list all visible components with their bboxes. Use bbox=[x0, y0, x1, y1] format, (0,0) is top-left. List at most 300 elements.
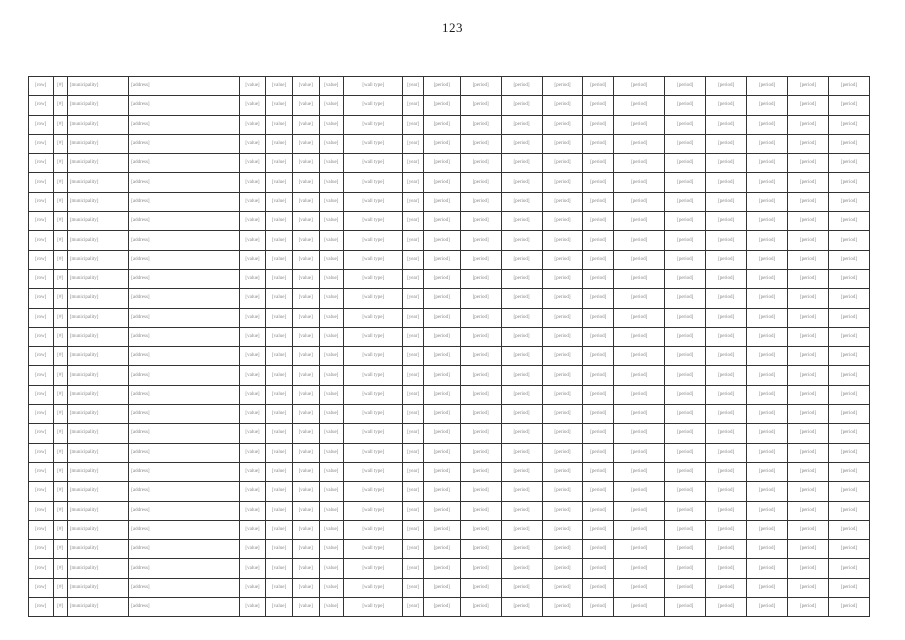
table-cell: [row] bbox=[29, 154, 54, 173]
table-cell: [municipality] bbox=[67, 405, 128, 424]
table-cell: [period] bbox=[828, 501, 869, 520]
table-cell: [period] bbox=[788, 424, 829, 443]
table-cell: [period] bbox=[501, 250, 542, 269]
table-cell: [period] bbox=[423, 115, 460, 134]
table-cell: [value] bbox=[292, 405, 319, 424]
table-cell: [period] bbox=[828, 96, 869, 115]
table-cell: [period] bbox=[460, 250, 501, 269]
table-cell: [period] bbox=[423, 134, 460, 153]
table-cell: [period] bbox=[665, 405, 706, 424]
table-cell: [period] bbox=[665, 154, 706, 173]
table-cell: [period] bbox=[460, 482, 501, 501]
table-cell: [municipality] bbox=[67, 501, 128, 520]
table-cell: [period] bbox=[542, 192, 583, 211]
table-cell: [period] bbox=[614, 250, 665, 269]
table-cell: [value] bbox=[266, 482, 293, 501]
table-cell: [period] bbox=[423, 462, 460, 481]
table-cell: [period] bbox=[501, 308, 542, 327]
table-cell: [#] bbox=[53, 366, 67, 385]
table-row bbox=[29, 192, 870, 211]
table-cell: [municipality] bbox=[67, 443, 128, 462]
table-cell: [period] bbox=[542, 366, 583, 385]
table-cell: [period] bbox=[614, 212, 665, 231]
table-cell: [municipality] bbox=[67, 269, 128, 288]
table-cell: [year] bbox=[403, 192, 423, 211]
table-cell: [period] bbox=[828, 212, 869, 231]
table-cell: [period] bbox=[828, 443, 869, 462]
table-cell: [value] bbox=[239, 482, 266, 501]
table-cell: [row] bbox=[29, 482, 54, 501]
table-cell: [value] bbox=[239, 154, 266, 173]
table-cell: [address] bbox=[129, 308, 239, 327]
table-cell: [period] bbox=[665, 77, 706, 96]
table-cell: [period] bbox=[788, 578, 829, 597]
table-cell: [period] bbox=[665, 115, 706, 134]
table-cell: [value] bbox=[319, 327, 344, 346]
table-cell: [period] bbox=[747, 96, 788, 115]
table-cell: [period] bbox=[460, 385, 501, 404]
table-cell: [period] bbox=[423, 443, 460, 462]
table-cell: [value] bbox=[266, 96, 293, 115]
table-cell: [value] bbox=[239, 405, 266, 424]
table-cell: [row] bbox=[29, 231, 54, 250]
table-cell: [municipality] bbox=[67, 115, 128, 134]
table-cell: [#] bbox=[53, 598, 67, 617]
table-cell: [period] bbox=[665, 520, 706, 539]
table-cell: [value] bbox=[239, 347, 266, 366]
table-row bbox=[29, 212, 870, 231]
table-cell: [period] bbox=[583, 405, 614, 424]
table-cell: [period] bbox=[828, 520, 869, 539]
table-cell: [period] bbox=[747, 154, 788, 173]
table-cell: [address] bbox=[129, 405, 239, 424]
table-cell: [period] bbox=[423, 154, 460, 173]
table-cell: [wall type] bbox=[344, 327, 403, 346]
table-cell: [period] bbox=[583, 366, 614, 385]
table-cell: [address] bbox=[129, 540, 239, 559]
table-cell: [value] bbox=[266, 405, 293, 424]
table-cell: [period] bbox=[828, 192, 869, 211]
table-cell: [#] bbox=[53, 501, 67, 520]
table-cell: [wall type] bbox=[344, 424, 403, 443]
table-cell: [period] bbox=[614, 115, 665, 134]
table-cell: [row] bbox=[29, 269, 54, 288]
table-cell: [row] bbox=[29, 405, 54, 424]
table-cell: [period] bbox=[747, 385, 788, 404]
table-cell: [#] bbox=[53, 173, 67, 192]
table-cell: [municipality] bbox=[67, 134, 128, 153]
table-cell: [wall type] bbox=[344, 385, 403, 404]
table-cell: [year] bbox=[403, 308, 423, 327]
table-cell: [period] bbox=[665, 540, 706, 559]
table-cell: [period] bbox=[828, 269, 869, 288]
table-cell: [value] bbox=[266, 134, 293, 153]
table-row bbox=[29, 96, 870, 115]
table-cell: [period] bbox=[423, 559, 460, 578]
table-cell: [period] bbox=[706, 520, 747, 539]
table-cell: [period] bbox=[423, 501, 460, 520]
table-cell: [value] bbox=[319, 154, 344, 173]
table-cell: [row] bbox=[29, 308, 54, 327]
table-cell: [period] bbox=[460, 173, 501, 192]
table-cell: [period] bbox=[583, 443, 614, 462]
table-cell: [value] bbox=[319, 308, 344, 327]
table-cell: [value] bbox=[266, 443, 293, 462]
table-cell: [address] bbox=[129, 385, 239, 404]
table-cell: [period] bbox=[747, 250, 788, 269]
table-cell: [period] bbox=[788, 501, 829, 520]
table-cell: [#] bbox=[53, 115, 67, 134]
table-cell: [period] bbox=[614, 173, 665, 192]
table-cell: [value] bbox=[239, 520, 266, 539]
table-cell: [period] bbox=[460, 77, 501, 96]
table-cell: [value] bbox=[239, 327, 266, 346]
table-cell: [period] bbox=[706, 462, 747, 481]
table-cell: [value] bbox=[292, 520, 319, 539]
table-cell: [row] bbox=[29, 559, 54, 578]
table-cell: [value] bbox=[239, 289, 266, 308]
table-cell: [period] bbox=[542, 385, 583, 404]
table-cell: [address] bbox=[129, 482, 239, 501]
table-cell: [wall type] bbox=[344, 520, 403, 539]
table-cell: [value] bbox=[239, 134, 266, 153]
table-cell: [value] bbox=[292, 559, 319, 578]
table-cell: [period] bbox=[614, 559, 665, 578]
table-cell: [value] bbox=[266, 366, 293, 385]
table-cell: [period] bbox=[423, 327, 460, 346]
table-row bbox=[29, 578, 870, 597]
table-cell: [value] bbox=[319, 462, 344, 481]
table-cell: [period] bbox=[583, 482, 614, 501]
table-cell: [value] bbox=[292, 578, 319, 597]
table-cell: [address] bbox=[129, 115, 239, 134]
table-cell: [period] bbox=[665, 192, 706, 211]
table-cell: [period] bbox=[788, 96, 829, 115]
table-cell: [year] bbox=[403, 96, 423, 115]
table-cell: [period] bbox=[788, 231, 829, 250]
table-cell: [period] bbox=[747, 501, 788, 520]
table-cell: [year] bbox=[403, 289, 423, 308]
table-cell: [period] bbox=[501, 405, 542, 424]
table-cell: [municipality] bbox=[67, 212, 128, 231]
table-cell: [value] bbox=[266, 462, 293, 481]
table-cell: [period] bbox=[583, 598, 614, 617]
table-cell: [wall type] bbox=[344, 115, 403, 134]
table-cell: [municipality] bbox=[67, 482, 128, 501]
table-row bbox=[29, 559, 870, 578]
table-cell: [value] bbox=[239, 77, 266, 96]
table-cell: [wall type] bbox=[344, 347, 403, 366]
table-cell: [municipality] bbox=[67, 366, 128, 385]
table-cell: [address] bbox=[129, 366, 239, 385]
table-cell: [period] bbox=[423, 96, 460, 115]
table-cell: [period] bbox=[542, 443, 583, 462]
table-cell: [period] bbox=[788, 269, 829, 288]
table-cell: [period] bbox=[583, 115, 614, 134]
table-cell: [period] bbox=[583, 520, 614, 539]
table-cell: [value] bbox=[319, 115, 344, 134]
table-cell: [period] bbox=[423, 173, 460, 192]
table-cell: [period] bbox=[788, 173, 829, 192]
table-row bbox=[29, 250, 870, 269]
table-cell: [period] bbox=[747, 327, 788, 346]
table-cell: [period] bbox=[747, 77, 788, 96]
table-cell: [value] bbox=[266, 192, 293, 211]
table-cell: [period] bbox=[747, 482, 788, 501]
table-cell: [period] bbox=[542, 540, 583, 559]
table-cell: [value] bbox=[319, 366, 344, 385]
table-cell: [wall type] bbox=[344, 405, 403, 424]
table-cell: [period] bbox=[583, 462, 614, 481]
table-cell: [period] bbox=[583, 327, 614, 346]
table-cell: [value] bbox=[319, 501, 344, 520]
table-cell: [period] bbox=[614, 231, 665, 250]
table-cell: [#] bbox=[53, 347, 67, 366]
table-cell: [period] bbox=[501, 462, 542, 481]
table-cell: [address] bbox=[129, 578, 239, 597]
table-cell: [value] bbox=[266, 520, 293, 539]
table-cell: [address] bbox=[129, 424, 239, 443]
table-cell: [period] bbox=[423, 308, 460, 327]
table-cell: [period] bbox=[501, 289, 542, 308]
table-cell: [period] bbox=[614, 578, 665, 597]
table-cell: [municipality] bbox=[67, 540, 128, 559]
table-cell: [period] bbox=[583, 134, 614, 153]
table-cell: [value] bbox=[292, 540, 319, 559]
table-cell: [row] bbox=[29, 520, 54, 539]
table-cell: [value] bbox=[266, 578, 293, 597]
table-cell: [period] bbox=[583, 347, 614, 366]
table-cell: [period] bbox=[706, 327, 747, 346]
table-cell: [row] bbox=[29, 327, 54, 346]
table-cell: [address] bbox=[129, 154, 239, 173]
table-cell: [period] bbox=[542, 173, 583, 192]
table-cell: [value] bbox=[266, 115, 293, 134]
table-cell: [period] bbox=[788, 77, 829, 96]
table-cell: [value] bbox=[239, 443, 266, 462]
table-cell: [row] bbox=[29, 424, 54, 443]
table-cell: [wall type] bbox=[344, 77, 403, 96]
table-cell: [value] bbox=[292, 231, 319, 250]
table-cell: [period] bbox=[706, 154, 747, 173]
table-cell: [address] bbox=[129, 192, 239, 211]
table-cell: [period] bbox=[614, 269, 665, 288]
table-cell: [wall type] bbox=[344, 462, 403, 481]
table-cell: [municipality] bbox=[67, 289, 128, 308]
table-cell: [period] bbox=[501, 173, 542, 192]
table-cell: [period] bbox=[460, 212, 501, 231]
table-cell: [period] bbox=[583, 308, 614, 327]
table-row bbox=[29, 540, 870, 559]
table-cell: [period] bbox=[460, 462, 501, 481]
table-cell: [period] bbox=[583, 250, 614, 269]
table-cell: [address] bbox=[129, 598, 239, 617]
table-cell: [year] bbox=[403, 212, 423, 231]
table-cell: [period] bbox=[423, 540, 460, 559]
table-cell: [value] bbox=[266, 154, 293, 173]
table-cell: [address] bbox=[129, 250, 239, 269]
table-cell: [period] bbox=[665, 269, 706, 288]
table-cell: [row] bbox=[29, 134, 54, 153]
table-cell: [period] bbox=[614, 154, 665, 173]
table-cell: [#] bbox=[53, 269, 67, 288]
table-cell: [period] bbox=[614, 327, 665, 346]
table-cell: [period] bbox=[583, 173, 614, 192]
table-cell: [period] bbox=[788, 385, 829, 404]
table-cell: [municipality] bbox=[67, 327, 128, 346]
table-cell: [value] bbox=[266, 308, 293, 327]
table-cell: [period] bbox=[788, 482, 829, 501]
table-cell: [period] bbox=[706, 269, 747, 288]
table-cell: [value] bbox=[239, 308, 266, 327]
table-cell: [#] bbox=[53, 385, 67, 404]
table-cell: [year] bbox=[403, 134, 423, 153]
table-cell: [period] bbox=[583, 212, 614, 231]
table-cell: [wall type] bbox=[344, 134, 403, 153]
table-cell: [period] bbox=[747, 347, 788, 366]
table-cell: [period] bbox=[501, 269, 542, 288]
table-cell: [period] bbox=[788, 250, 829, 269]
table-cell: [year] bbox=[403, 327, 423, 346]
table-cell: [municipality] bbox=[67, 77, 128, 96]
table-cell: [period] bbox=[828, 578, 869, 597]
table-row bbox=[29, 598, 870, 617]
table-cell: [period] bbox=[747, 424, 788, 443]
table-cell: [value] bbox=[266, 540, 293, 559]
table-cell: [value] bbox=[292, 308, 319, 327]
table-cell: [period] bbox=[706, 115, 747, 134]
table-cell: [period] bbox=[706, 192, 747, 211]
table-cell: [period] bbox=[423, 192, 460, 211]
table-cell: [period] bbox=[828, 77, 869, 96]
table-cell: [period] bbox=[614, 443, 665, 462]
table-cell: [period] bbox=[423, 578, 460, 597]
table-cell: [period] bbox=[460, 347, 501, 366]
table-cell: [value] bbox=[239, 173, 266, 192]
table-cell: [value] bbox=[319, 77, 344, 96]
table-cell: [value] bbox=[319, 598, 344, 617]
table-cell: [period] bbox=[542, 482, 583, 501]
table-cell: [period] bbox=[747, 192, 788, 211]
table-cell: [period] bbox=[542, 327, 583, 346]
table-cell: [period] bbox=[706, 443, 747, 462]
table-cell: [period] bbox=[706, 598, 747, 617]
table-cell: [period] bbox=[828, 405, 869, 424]
table-cell: [period] bbox=[828, 385, 869, 404]
table-cell: [value] bbox=[239, 578, 266, 597]
table-cell: [period] bbox=[828, 424, 869, 443]
table-cell: [period] bbox=[542, 462, 583, 481]
table-cell: [period] bbox=[583, 96, 614, 115]
table-cell: [period] bbox=[423, 250, 460, 269]
table-cell: [#] bbox=[53, 134, 67, 153]
table-cell: [value] bbox=[319, 347, 344, 366]
table-cell: [period] bbox=[501, 559, 542, 578]
table-cell: [year] bbox=[403, 578, 423, 597]
table-row bbox=[29, 462, 870, 481]
table-cell: [municipality] bbox=[67, 96, 128, 115]
table-cell: [period] bbox=[614, 424, 665, 443]
table-row bbox=[29, 366, 870, 385]
table-cell: [period] bbox=[706, 482, 747, 501]
table-cell: [period] bbox=[747, 559, 788, 578]
table-cell: [#] bbox=[53, 443, 67, 462]
table-row bbox=[29, 327, 870, 346]
table-cell: [period] bbox=[460, 154, 501, 173]
table-cell: [value] bbox=[292, 289, 319, 308]
table-cell: [period] bbox=[788, 540, 829, 559]
table-cell: [period] bbox=[460, 192, 501, 211]
table-cell: [value] bbox=[292, 173, 319, 192]
table-cell: [value] bbox=[239, 598, 266, 617]
table-cell: [period] bbox=[665, 327, 706, 346]
table-cell: [#] bbox=[53, 424, 67, 443]
table-cell: [period] bbox=[460, 308, 501, 327]
table-cell: [wall type] bbox=[344, 540, 403, 559]
table-cell: [year] bbox=[403, 173, 423, 192]
table-cell: [value] bbox=[239, 540, 266, 559]
table-cell: [row] bbox=[29, 289, 54, 308]
table-cell: [value] bbox=[239, 269, 266, 288]
table-cell: [address] bbox=[129, 347, 239, 366]
table-cell: [address] bbox=[129, 77, 239, 96]
table-cell: [period] bbox=[423, 347, 460, 366]
table-cell: [value] bbox=[266, 347, 293, 366]
table-cell: [period] bbox=[788, 134, 829, 153]
table-cell: [period] bbox=[460, 598, 501, 617]
table-cell: [value] bbox=[319, 578, 344, 597]
table-cell: [address] bbox=[129, 559, 239, 578]
table-cell: [#] bbox=[53, 231, 67, 250]
table-row bbox=[29, 173, 870, 192]
table-cell: [wall type] bbox=[344, 269, 403, 288]
table-cell: [period] bbox=[665, 443, 706, 462]
table-cell: [period] bbox=[706, 559, 747, 578]
table-cell: [period] bbox=[706, 289, 747, 308]
table-cell: [value] bbox=[292, 96, 319, 115]
table-cell: [period] bbox=[828, 482, 869, 501]
table-cell: [period] bbox=[614, 501, 665, 520]
table-cell: [#] bbox=[53, 540, 67, 559]
table-cell: [period] bbox=[460, 269, 501, 288]
table-cell: [period] bbox=[614, 482, 665, 501]
table-cell: [period] bbox=[423, 269, 460, 288]
table-cell: [value] bbox=[292, 385, 319, 404]
table-cell: [row] bbox=[29, 347, 54, 366]
table-cell: [year] bbox=[403, 154, 423, 173]
table-cell: [period] bbox=[583, 559, 614, 578]
table-cell: [#] bbox=[53, 520, 67, 539]
table-cell: [value] bbox=[319, 424, 344, 443]
table-cell: [period] bbox=[665, 212, 706, 231]
table-cell: [wall type] bbox=[344, 212, 403, 231]
table-cell: [#] bbox=[53, 96, 67, 115]
housing-table-container bbox=[28, 76, 870, 617]
table-cell: [period] bbox=[828, 154, 869, 173]
table-cell: [period] bbox=[788, 212, 829, 231]
table-cell: [#] bbox=[53, 462, 67, 481]
table-cell: [wall type] bbox=[344, 250, 403, 269]
table-row bbox=[29, 134, 870, 153]
table-cell: [period] bbox=[788, 327, 829, 346]
table-cell: [period] bbox=[706, 385, 747, 404]
table-cell: [period] bbox=[460, 578, 501, 597]
table-cell: [period] bbox=[747, 289, 788, 308]
table-cell: [period] bbox=[542, 115, 583, 134]
page-number: 123 bbox=[442, 20, 463, 35]
table-cell: [#] bbox=[53, 308, 67, 327]
table-cell: [period] bbox=[828, 289, 869, 308]
